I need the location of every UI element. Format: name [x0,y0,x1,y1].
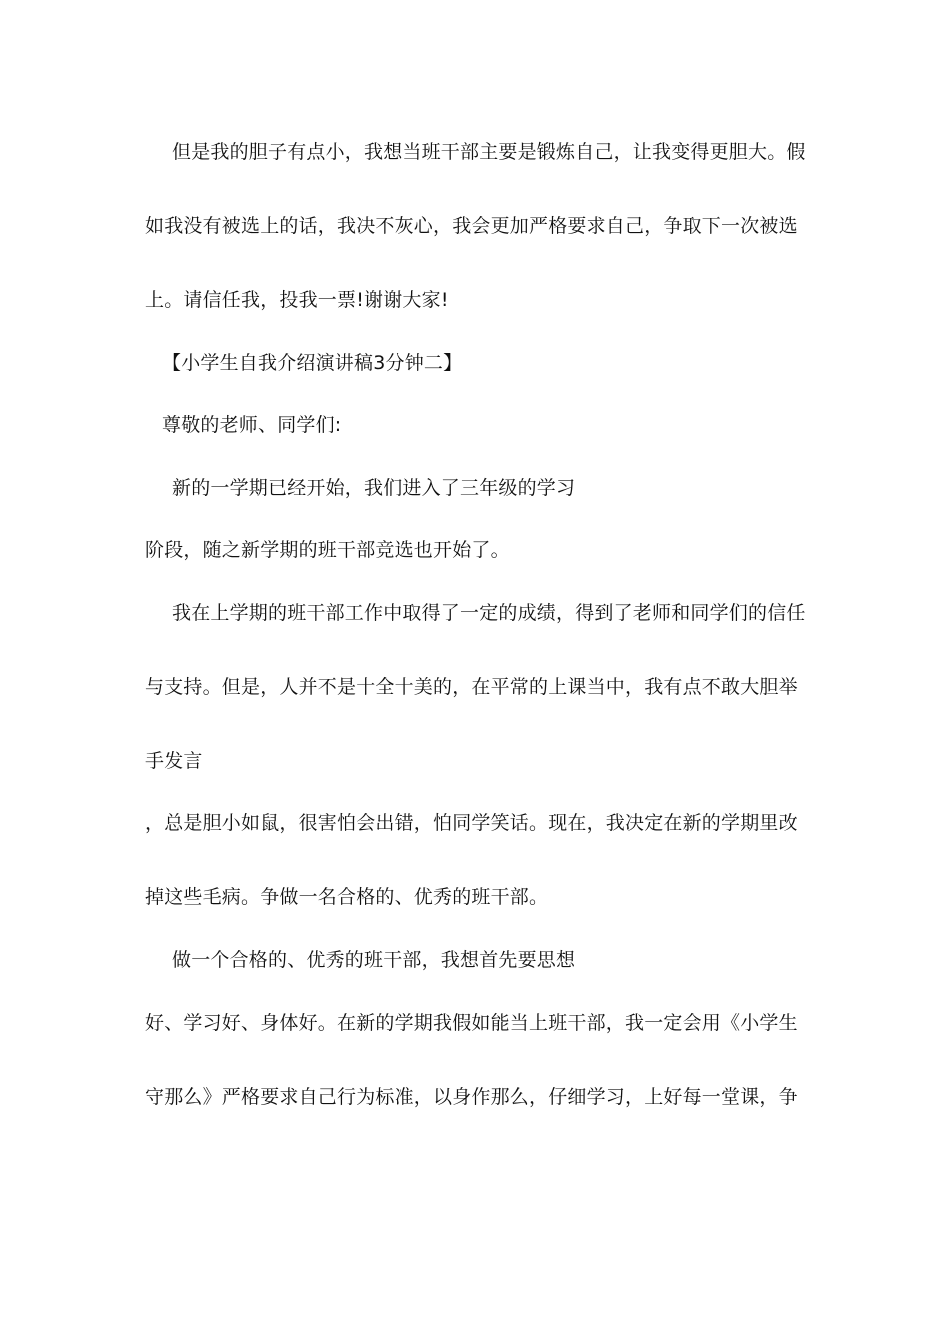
paragraph-line: 守那么》严格要求自己行为标准，以身作那么，仔细学习，上好每一堂课，争 [145,1086,798,1108]
paragraph-line: 好、学习好、身体好。在新的学期我假如能当上班干部，我一定会用《小学生 [145,1012,798,1034]
paragraph-line: 新的一学期已经开始，我们进入了三年级的学习 [172,477,576,499]
paragraph-line: ，总是胆小如鼠，很害怕会出错，怕同学笑话。现在，我决定在新的学期里改 [145,812,798,834]
paragraph-line: 上。请信任我，投我一票!谢谢大家! [145,289,449,311]
paragraph-line: 如我没有被选上的话，我决不灰心，我会更加严格要求自己，争取下一次被选 [145,215,798,237]
paragraph-line: 但是我的胆子有点小，我想当班干部主要是锻炼自己，让我变得更胆大。假 [172,141,806,163]
paragraph-line: 与支持。但是，人并不是十全十美的，在平常的上课当中，我有点不敢大胆举 [145,676,798,698]
paragraph-line: 阶段，随之新学期的班干部竞选也开始了。 [145,539,510,561]
paragraph-line: 手发言 [145,750,203,772]
paragraph-line: 做一个合格的、优秀的班干部，我想首先要思想 [172,949,576,971]
paragraph-line: 我在上学期的班干部工作中取得了一定的成绩，得到了老师和同学们的信任 [172,602,806,624]
paragraph-line: 掉这些毛病。争做一名合格的、优秀的班干部。 [145,886,549,908]
salutation: 尊敬的老师、同学们: [162,414,342,436]
section-heading: 【小学生自我介绍演讲稿3分钟二】 [162,352,463,374]
